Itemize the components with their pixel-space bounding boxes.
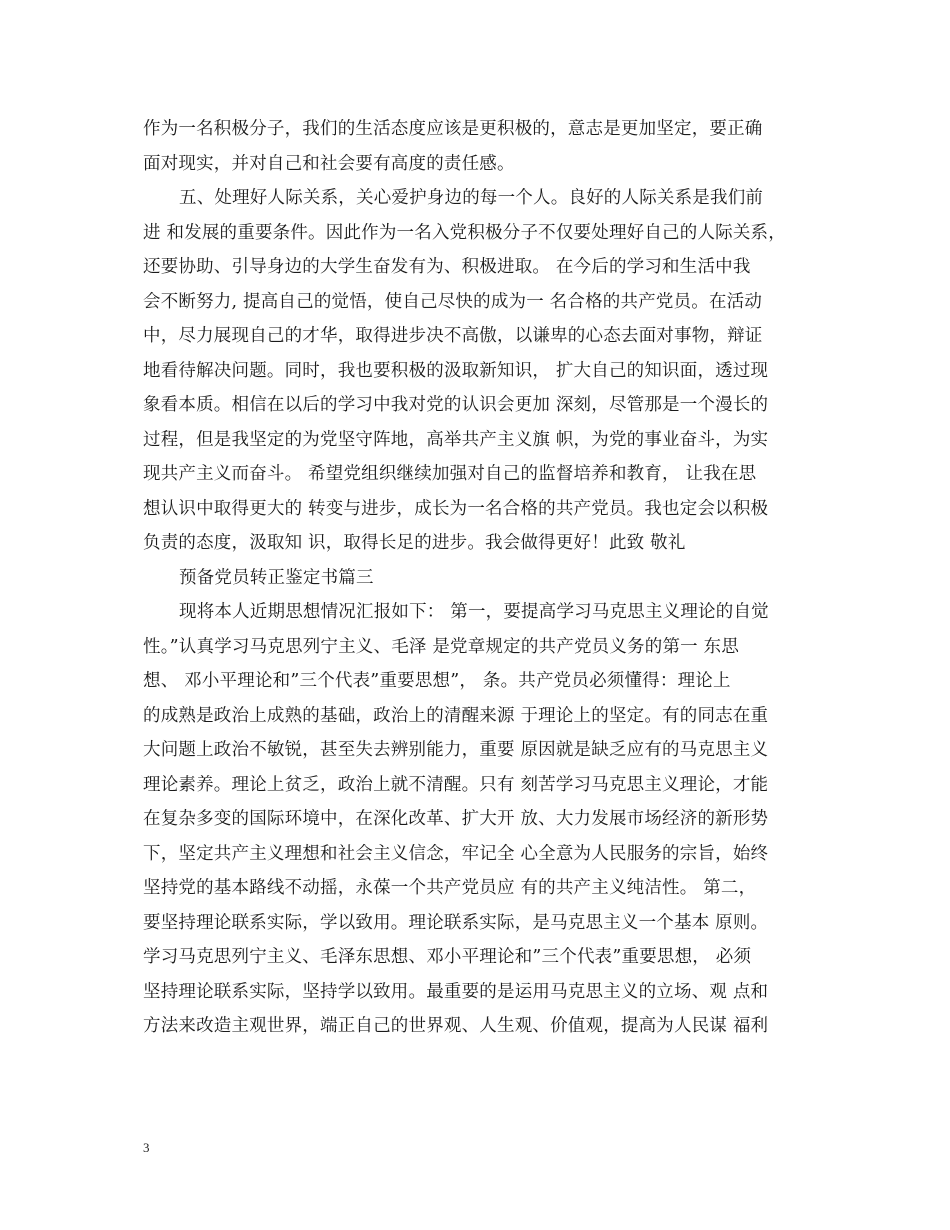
text-line: 想认识中取得更大的 转变与进步，成长为一名合格的共产党员。我也定会以积极 [143, 498, 769, 519]
text-line: 的成熟是政治上成熟的基础，政治上的清醒来源 于理论上的坚定。有的同志在重 [143, 705, 769, 726]
text-line: 学习马克思列宁主义、毛泽东思想、邓小平理论和”三个代表”重要思想， 必须 [143, 947, 752, 967]
body-text [143, 112, 813, 1044]
text-line: 方法来改造主观世界，端正自己的世界观、人生观、价值观，提高为人民谋 福利 [143, 1016, 769, 1036]
text-line: 地看待解决问题。同时，我也要积极的汲取新知识， 扩大自己的知识面，透过现 [143, 360, 769, 381]
text-line: 会不断努力, 提高自己的觉悟，使自己尽快的成为一 名合格的共产党员。在活动 [143, 291, 763, 312]
text-line: 坚持理论联系实际，坚持学以致用。最重要的是运用马克思主义的立场、观 点和 [143, 981, 769, 1002]
text-line: 要坚持理论联系实际，学以致用。理论联系实际，是马克思主义一个基本 原则。 [143, 912, 769, 933]
text-line: 想、 邓小平理论和”三个代表”重要思想”， 条。共产党员必须懂得：理论上 [143, 671, 731, 691]
text-line: 进 和发展的重要条件。因此作为一名入党积极分子不仅要处理好自己的人际关系， [143, 222, 786, 243]
text-line: 作为一名积极分子，我们的生活态度应该是更积极的，意志是更加坚定，要正确 [143, 119, 763, 139]
text-line: 理论素养。理论上贫乏，政治上就不清醒。只有 刻苦学习马克思主义理论，才能 [143, 774, 769, 795]
text-line: 面对现实，并对自己和社会要有高度的责任感。 [143, 153, 515, 174]
text-line: 中，尽力展现自己的才华，取得进步决不高傲，以谦卑的心态去面对事物，辩证 [143, 326, 763, 346]
page-number: 3 [143, 1140, 150, 1155]
text-line: 坚持党的基本路线不动摇，永葆一个共产党员应 有的共产主义纯洁性。 第二， [143, 878, 757, 898]
text-line: 现将本人近期思想情况汇报如下： 第一，要提高学习马克思主义理论的自觉 [179, 602, 769, 622]
text-line: 下，坚定共产主义理想和社会主义信念，牢记全 心全意为人民服务的宗旨，始终 [143, 843, 769, 864]
text-line: 五、处理好人际关系，关心爱护身边的每一个人。良好的人际关系是我们前 [179, 188, 764, 208]
text-line: 负责的态度，汲取知 识，取得长足的进步。我会做得更好！此致 敬礼 [143, 533, 686, 553]
text-line: 象看本质。相信在以后的学习中我对党的认识会更加 深刻，尽管那是一个漫长的 [143, 395, 769, 415]
text-line: 大问题上政治不敏锐，甚至失去辨别能力，重要 原因就是缺乏应有的马克思主义 [143, 740, 769, 760]
text-line: 还要协助、引导身边的大学生奋发有为、积极进取。 在今后的学习和生活中我 [143, 257, 751, 277]
text-line: 在复杂多变的国际环境中，在深化改革、扩大开 放、大力发展市场经济的新形势 [143, 809, 769, 829]
text-line: 现共产主义而奋斗。 希望党组织继续加强对自己的监督培养和教育， 让我在思 [143, 464, 757, 484]
text-line: 过程，但是我坚定的为党坚守阵地，高举共产主义旗 帜，为党的事业奋斗，为实 [143, 429, 769, 450]
text-line: 性。”认真学习马克思列宁主义、毛泽 是党章规定的共产党员义务的第一 东思 [143, 636, 740, 657]
section-heading: 预备党员转正鉴定书篇三 [179, 567, 374, 588]
